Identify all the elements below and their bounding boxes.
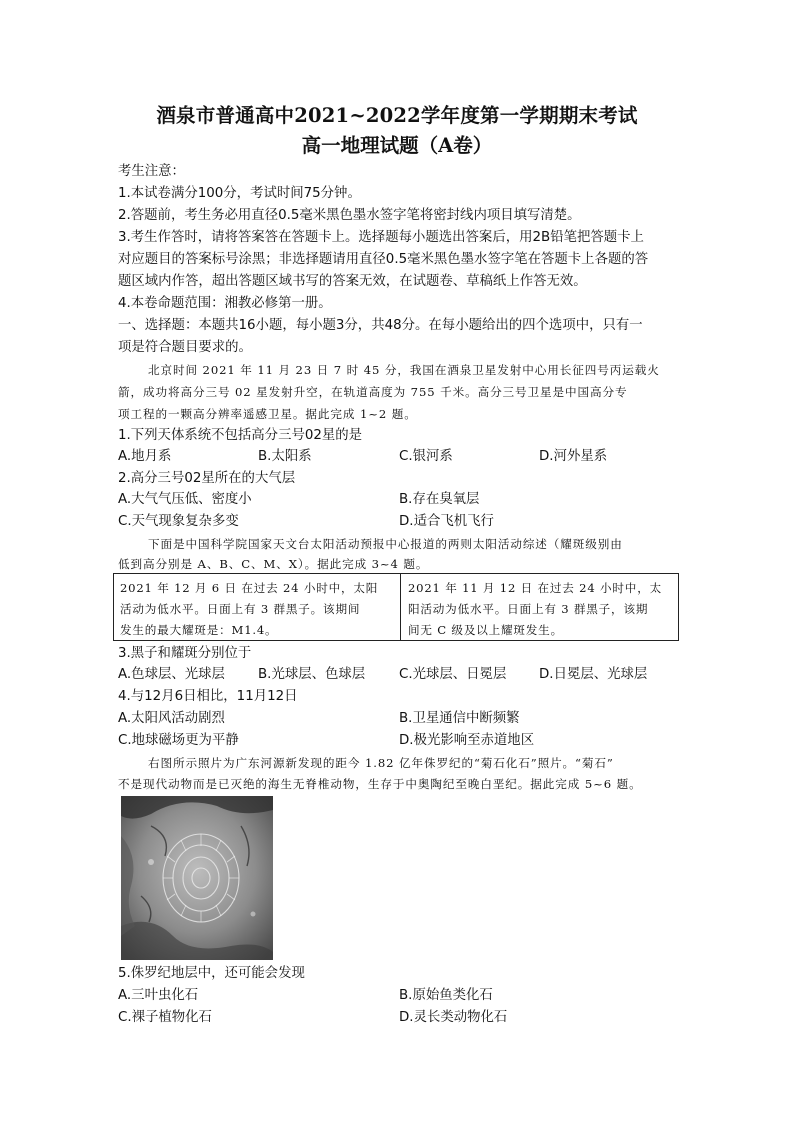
table-cell-left: [120, 578, 378, 641]
section-heading: 一、选择题：本题共16小题，每小题3分，共48分。在每小题给出的四个选项中，只有一: [118, 318, 643, 333]
q3-option-d: D.日冕层、光球层: [539, 667, 648, 682]
q2-option-d: D.适合飞机飞行: [399, 514, 494, 529]
question-1-stem: 1.下列天体系统不包括高分三号02星的是: [118, 428, 363, 443]
notice-item: 4.本卷命题范围：湘教必修第一册。: [118, 296, 332, 311]
notice-item: 2.答题前，考生务必用直径0.5毫米黑色墨水签字笔将密封线内项目填写清楚。: [118, 208, 581, 223]
q5-option-a: A.三叶虫化石: [118, 988, 199, 1003]
table-cell-line: 间无 C 级及以上耀斑发生。: [408, 623, 563, 637]
q5-option-b: B.原始鱼类化石: [399, 988, 493, 1003]
passage-line: 下面是中国科学院国家天文台太阳活动预报中心报道的两则太阳活动综述（耀斑级别由: [148, 537, 623, 551]
table-cell-right: [408, 578, 662, 641]
q1-option-c: C.银河系: [399, 449, 453, 464]
q1-option-d: D.河外星系: [539, 449, 608, 464]
notice-item: 3.考生作答时，请将答案答在答题卡上。选择题每小题选出答案后，用2B铅笔把答题卡上: [118, 230, 644, 245]
q2-option-c: C.天气现象复杂多变: [118, 514, 239, 529]
table-divider: [400, 574, 401, 640]
q2-option-a: A.大气气压低、密度小: [118, 492, 252, 507]
q5-option-d: D.灵长类动物化石: [399, 1010, 508, 1025]
passage-line: 箭，成功将高分三号 02 星发射升空，在轨道高度为 755 千米。高分三号卫星是中国高分专: [118, 385, 628, 399]
table-cell-line: 活动为低水平。日面上有 3 群黑子。该期间: [120, 602, 361, 616]
question-2-stem: 2.高分三号02星所在的大气层: [118, 471, 296, 486]
passage-line: 项工程的一颗高分辨率遥感卫星。据此完成 1~2 题。: [118, 407, 417, 421]
solar-activity-table: [113, 573, 679, 641]
passage-line: 右图所示照片为广东河源新发现的距今 1.82 亿年侏罗纪的“菊石化石”照片。“菊石”: [148, 756, 614, 770]
question-5-stem: 5.侏罗纪地层中，还可能会发现: [118, 966, 305, 981]
q3-option-c: C.光球层、日冕层: [399, 667, 507, 682]
exam-subtitle: 高一地理试题（A卷）: [301, 134, 493, 157]
table-cell-line: 2021 年 11 月 12 日 在过去 24 小时中，太: [408, 581, 662, 595]
passage-line: 北京时间 2021 年 11 月 23 日 7 时 45 分，我国在酒泉卫星发射中心用长征四号丙运载火: [148, 363, 660, 377]
q4-option-b: B.卫星通信中断频繁: [399, 711, 520, 726]
notice-item: 1.本试卷满分100分，考试时间75分钟。: [118, 186, 361, 201]
q4-option-a: A.太阳风活动剧烈: [118, 711, 225, 726]
question-3-stem: 3.黑子和耀斑分别位于: [118, 646, 252, 661]
table-cell-line: 发生的最大耀斑是：M1.4。: [120, 623, 278, 637]
q1-option-a: A.地月系: [118, 449, 172, 464]
q4-option-d: D.极光影响至赤道地区: [399, 733, 535, 748]
notice-item: 对应题目的答案标号涂黑；非选择题请用直径0.5毫米黑色墨水签字笔在答题卡上各题的答: [118, 252, 649, 267]
q3-option-b: B.光球层、色球层: [258, 667, 366, 682]
table-cell-line: 2021 年 12 月 6 日 在过去 24 小时中，太阳: [120, 581, 379, 595]
passage-line: 低到高分别是 A、B、C、M、X）。据此完成 3~4 题。: [118, 557, 429, 571]
q5-option-c: C.裸子植物化石: [118, 1010, 212, 1025]
table-cell-line: 阳活动为低水平。日面上有 3 群黑子，该期: [408, 602, 649, 616]
notice-heading: 考生注意：: [118, 164, 185, 179]
q2-option-b: B.存在臭氧层: [399, 492, 480, 507]
q4-option-c: C.地球磁场更为平静: [118, 733, 239, 748]
notice-item: 题区域内作答，超出答题区域书写的答案无效，在试题卷、草稿纸上作答无效。: [118, 274, 587, 289]
passage-line: 不是现代动物而是已灭绝的海生无脊椎动物，生存于中奥陶纪至晚白垩纪。据此完成 5~6 题。: [118, 777, 642, 791]
section-heading-cont: 项是符合题目要求的。: [118, 340, 252, 355]
exam-title: 酒泉市普通高中2021~2022学年度第一学期期末考试: [156, 104, 638, 127]
ammonite-fossil-photo: [121, 796, 273, 960]
q3-option-a: A.色球层、光球层: [118, 667, 225, 682]
question-4-stem: 4.与12月6日相比，11月12日: [118, 689, 298, 704]
q1-option-b: B.太阳系: [258, 449, 312, 464]
